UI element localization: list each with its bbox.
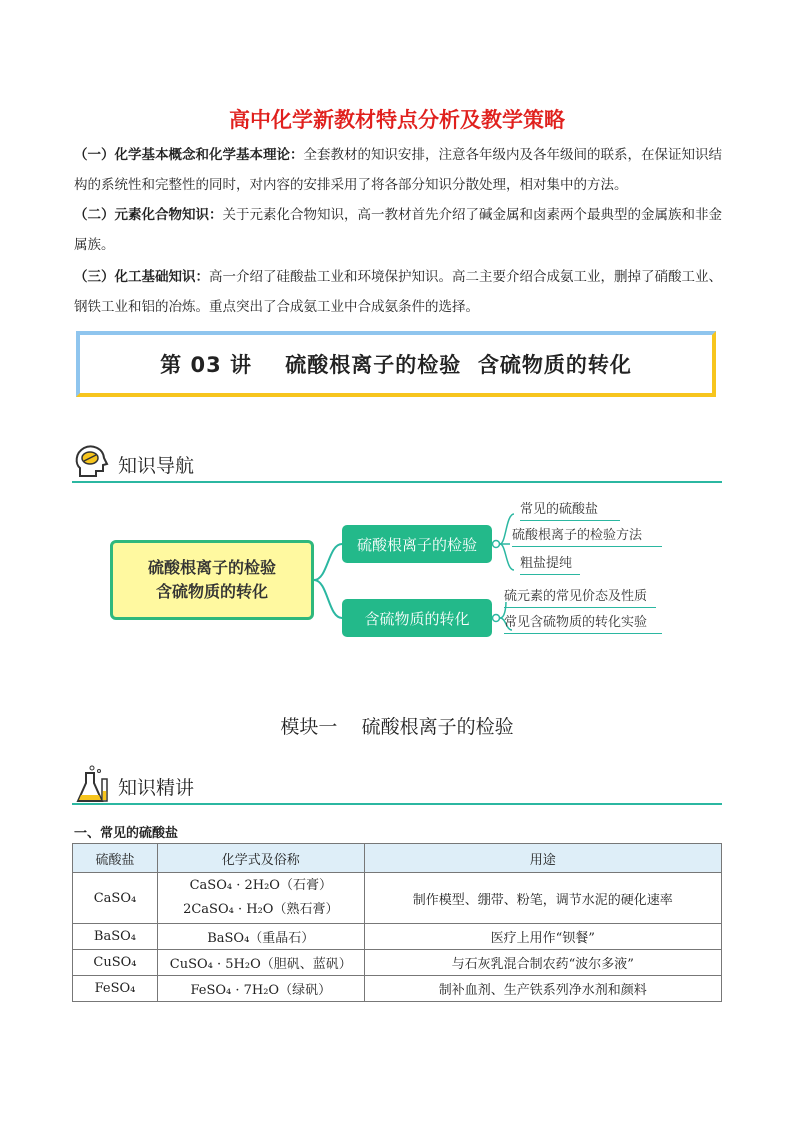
page-title: 高中化学新教材特点分析及教学策略 — [229, 108, 565, 132]
module-title — [0, 712, 794, 739]
module-title-text: 模块一 硫酸根离子的检验 — [280, 716, 514, 738]
intro-paragraph-2 — [74, 200, 722, 260]
intro-text-3: 高一介绍了硅酸盐工业和环境保护知识。高二主要介绍合成氨工业，删掉了硝酸工业、钢铁工业和铝的冶炼。重点突出了合成氨工业中合成氨条件的选择。 — [74, 269, 722, 315]
table-cell-use: 制作模型、绷带、粉笔，调节水泥的硬化速率 — [364, 873, 721, 924]
table-cell-salt: CaSO₄ — [73, 873, 158, 924]
table-cell-salt: BaSO₄ — [73, 924, 158, 950]
section-label-lecture: 知识精讲 — [118, 777, 195, 799]
table-header-cell: 硫酸盐 — [73, 844, 158, 873]
formula-line: CaSO₄ · 2H₂O（石膏） — [189, 878, 332, 893]
lecture-title-box — [76, 331, 716, 397]
table-cell-use: 医疗上用作“钡餐” — [364, 924, 721, 950]
table-cell-formula: BaSO₄（重晶石） — [157, 924, 364, 950]
table-cell-use: 制补血剂、生产铁系列净水剂和颜料 — [364, 976, 721, 1002]
mind-map-leaf: 硫元素的常见价态及性质 — [504, 585, 656, 608]
section-label-navigation: 知识导航 — [118, 455, 195, 477]
mind-map-leaf: 粗盐提纯 — [520, 552, 580, 575]
section-header-navigation — [72, 443, 722, 483]
table-cell-salt: FeSO₄ — [73, 976, 158, 1002]
head-idea-icon — [72, 443, 110, 481]
table-cell-salt: CuSO₄ — [73, 950, 158, 976]
flask-icon — [72, 765, 110, 803]
table-row — [73, 976, 722, 1002]
table-row — [73, 924, 722, 950]
table-row — [73, 950, 722, 976]
intro-text-2: 关于元素化合物知识，高一教材首先介绍了碱金属和卤素两个最典型的金属族和非金属族。 — [74, 207, 722, 253]
root-node-line-1: 硫酸根离子的检验 — [147, 558, 276, 577]
intro-lead-1: （一）化学基本概念和化学基本理论： — [74, 147, 304, 163]
section-divider — [72, 803, 722, 805]
subheading-common-sulfates: 一、常见的硫酸盐 — [74, 826, 179, 841]
mind-map — [108, 490, 688, 650]
intro-lead-2: （二）元素化合物知识： — [74, 207, 223, 223]
formula-line: 2CaSO₄ · H₂O（熟石膏） — [183, 902, 339, 917]
mind-map-branch-sulfur-conversion: 含硫物质的转化 — [342, 599, 492, 637]
table-header-cell: 用途 — [364, 844, 721, 873]
mind-map-branch-sulfate-test: 硫酸根离子的检验 — [342, 525, 492, 563]
table-cell-formula — [157, 873, 364, 924]
lecture-title: 第 03 讲 硫酸根离子的检验 含硫物质的转化 — [160, 353, 632, 377]
intro-paragraph-3 — [74, 262, 722, 322]
mind-map-root-node — [110, 540, 314, 620]
table-cell-formula: FeSO₄ · 7H₂O（绿矾） — [157, 976, 364, 1002]
table-header-row — [73, 844, 722, 873]
table-row — [73, 873, 722, 924]
table-cell-formula: CuSO₄ · 5H₂O（胆矾、蓝矾） — [157, 950, 364, 976]
mind-map-leaf: 常见含硫物质的转化实验 — [504, 611, 662, 634]
intro-text-1: 全套教材的知识安排，注意各年级内及各年级间的联系，在保证知识结构的系统性和完整性的同时，对内容的安排采用了将各部分知识分散处理，相对集中的方法。 — [74, 147, 722, 193]
intro-paragraph-1 — [74, 140, 722, 200]
section-divider — [72, 481, 722, 483]
root-node-line-2: 含硫物质的转化 — [155, 582, 268, 601]
mind-map-leaf: 硫酸根离子的检验方法 — [512, 524, 662, 547]
table-cell-use: 与石灰乳混合制农药“波尔多液” — [364, 950, 721, 976]
intro-lead-3: （三）化工基础知识： — [74, 269, 209, 285]
section-header-lecture — [72, 765, 722, 805]
sulfate-table — [72, 843, 722, 1002]
table-header-cell: 化学式及俗称 — [157, 844, 364, 873]
mind-map-leaf: 常见的硫酸盐 — [520, 498, 620, 521]
